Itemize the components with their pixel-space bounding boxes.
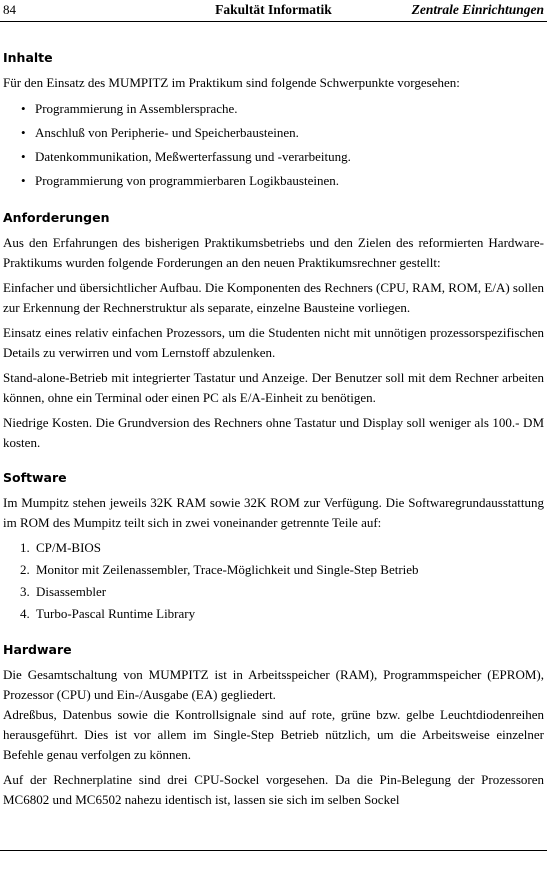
heading-inhalte: Inhalte: [3, 50, 53, 65]
heading-anforderungen: Anforderungen: [3, 210, 110, 225]
list-item: 4. Turbo-Pascal Runtime Library: [20, 606, 196, 621]
list-item: 2. Monitor mit Zeilenassembler, Trace-Möglichkeit und Single-Step Betrieb: [20, 562, 419, 577]
paragraph: Adreßbus, Datenbus sowie die Kontrollsignale sind auf rote, grüne bzw. gelbe Leuchtdiodenreihen herausgeführt. Dies ist vor allem im Single-Step Betrieb nützlich, um die Arbeitsweise einzelner Befehle genau verfolgen zu können.: [3, 707, 544, 762]
page-number: 84: [3, 2, 16, 17]
header-faculty: Fakultät Informatik: [215, 2, 332, 17]
list-item: 1. CP/M-BIOS: [20, 540, 102, 555]
bullet-icon: •: [21, 149, 26, 164]
list-item: 3. Disassembler: [20, 584, 107, 599]
heading-hardware: Hardware: [3, 642, 72, 657]
list-item: • Datenkommunikation, Meßwerterfassung und -verarbeitung.: [3, 145, 544, 169]
list-item: • Programmierung von programmierbaren Logikbausteinen.: [3, 169, 544, 193]
heading-software: Software: [3, 470, 67, 485]
inhalte-intro: Für den Einsatz des MUMPITZ im Praktikum sind folgende Schwerpunkte vorgesehen:: [3, 75, 460, 90]
paragraph: Stand-alone-Betrieb mit integrierter Tastatur und Anzeige. Der Benutzer soll mit dem Rechner arbeiten können, ohne ein Terminal oder einen PC als E/A-Einheit zu benötigen.: [3, 370, 544, 405]
list-item: • Anschluß von Peripherie- und Speicherbausteinen.: [3, 121, 544, 145]
header-rule: [0, 21, 547, 22]
bullet-icon: •: [21, 173, 26, 188]
paragraph: Auf der Rechnerplatine sind drei CPU-Sockel vorgesehen. Da die Pin-Belegung der Prozessoren MC6802 und MC6502 nahezu identisch ist, lassen sie sich im selben Sockel: [3, 772, 544, 807]
list-item: • Programmierung in Assemblersprache.: [3, 97, 544, 121]
header-section: Zentrale Einrichtungen: [411, 2, 544, 17]
page-header: [0, 0, 547, 22]
paragraph: Die Gesamtschaltung von MUMPITZ ist in Arbeitsspeicher (RAM), Programmspeicher (EPROM), Prozessor (CPU) und Ein-/Ausgabe (EA) gegliedert.: [3, 667, 544, 702]
paragraph: Einsatz eines relativ einfachen Prozessors, um die Studenten nicht mit unnötigen prozessorspezifischen Details zu verwirren und vom Lernstoff abzulenken.: [3, 325, 544, 360]
bullet-icon: •: [21, 125, 26, 140]
paragraph: Niedrige Kosten. Die Grundversion des Rechners ohne Tastatur und Display soll weniger als 100.- DM kosten.: [3, 415, 544, 450]
inhalte-list: [3, 97, 544, 193]
bullet-icon: •: [21, 101, 26, 116]
software-intro: Im Mumpitz stehen jeweils 32K RAM sowie 32K ROM zur Verfügung. Die Softwaregrundausstattung im ROM des Mumpitz teilt sich in zwei voneinander getrennte Teile auf:: [3, 495, 544, 530]
page-body: [3, 48, 544, 810]
paragraph: Einfacher und übersichtlicher Aufbau. Die Komponenten des Rechners (CPU, RAM, ROM, E/A) sollen zur Erkennung der Rechnerstruktur als separate, einzelne Bausteine vorliegen.: [3, 280, 544, 315]
paragraph: Aus den Erfahrungen des bisherigen Praktikumsbetriebs und den Zielen des reformierten Hardware-Praktikums wurden folgende Forderungen an den neuen Praktikumsrechner gestellt:: [3, 235, 544, 270]
software-list: [3, 537, 544, 625]
footer-rule: [0, 850, 547, 851]
